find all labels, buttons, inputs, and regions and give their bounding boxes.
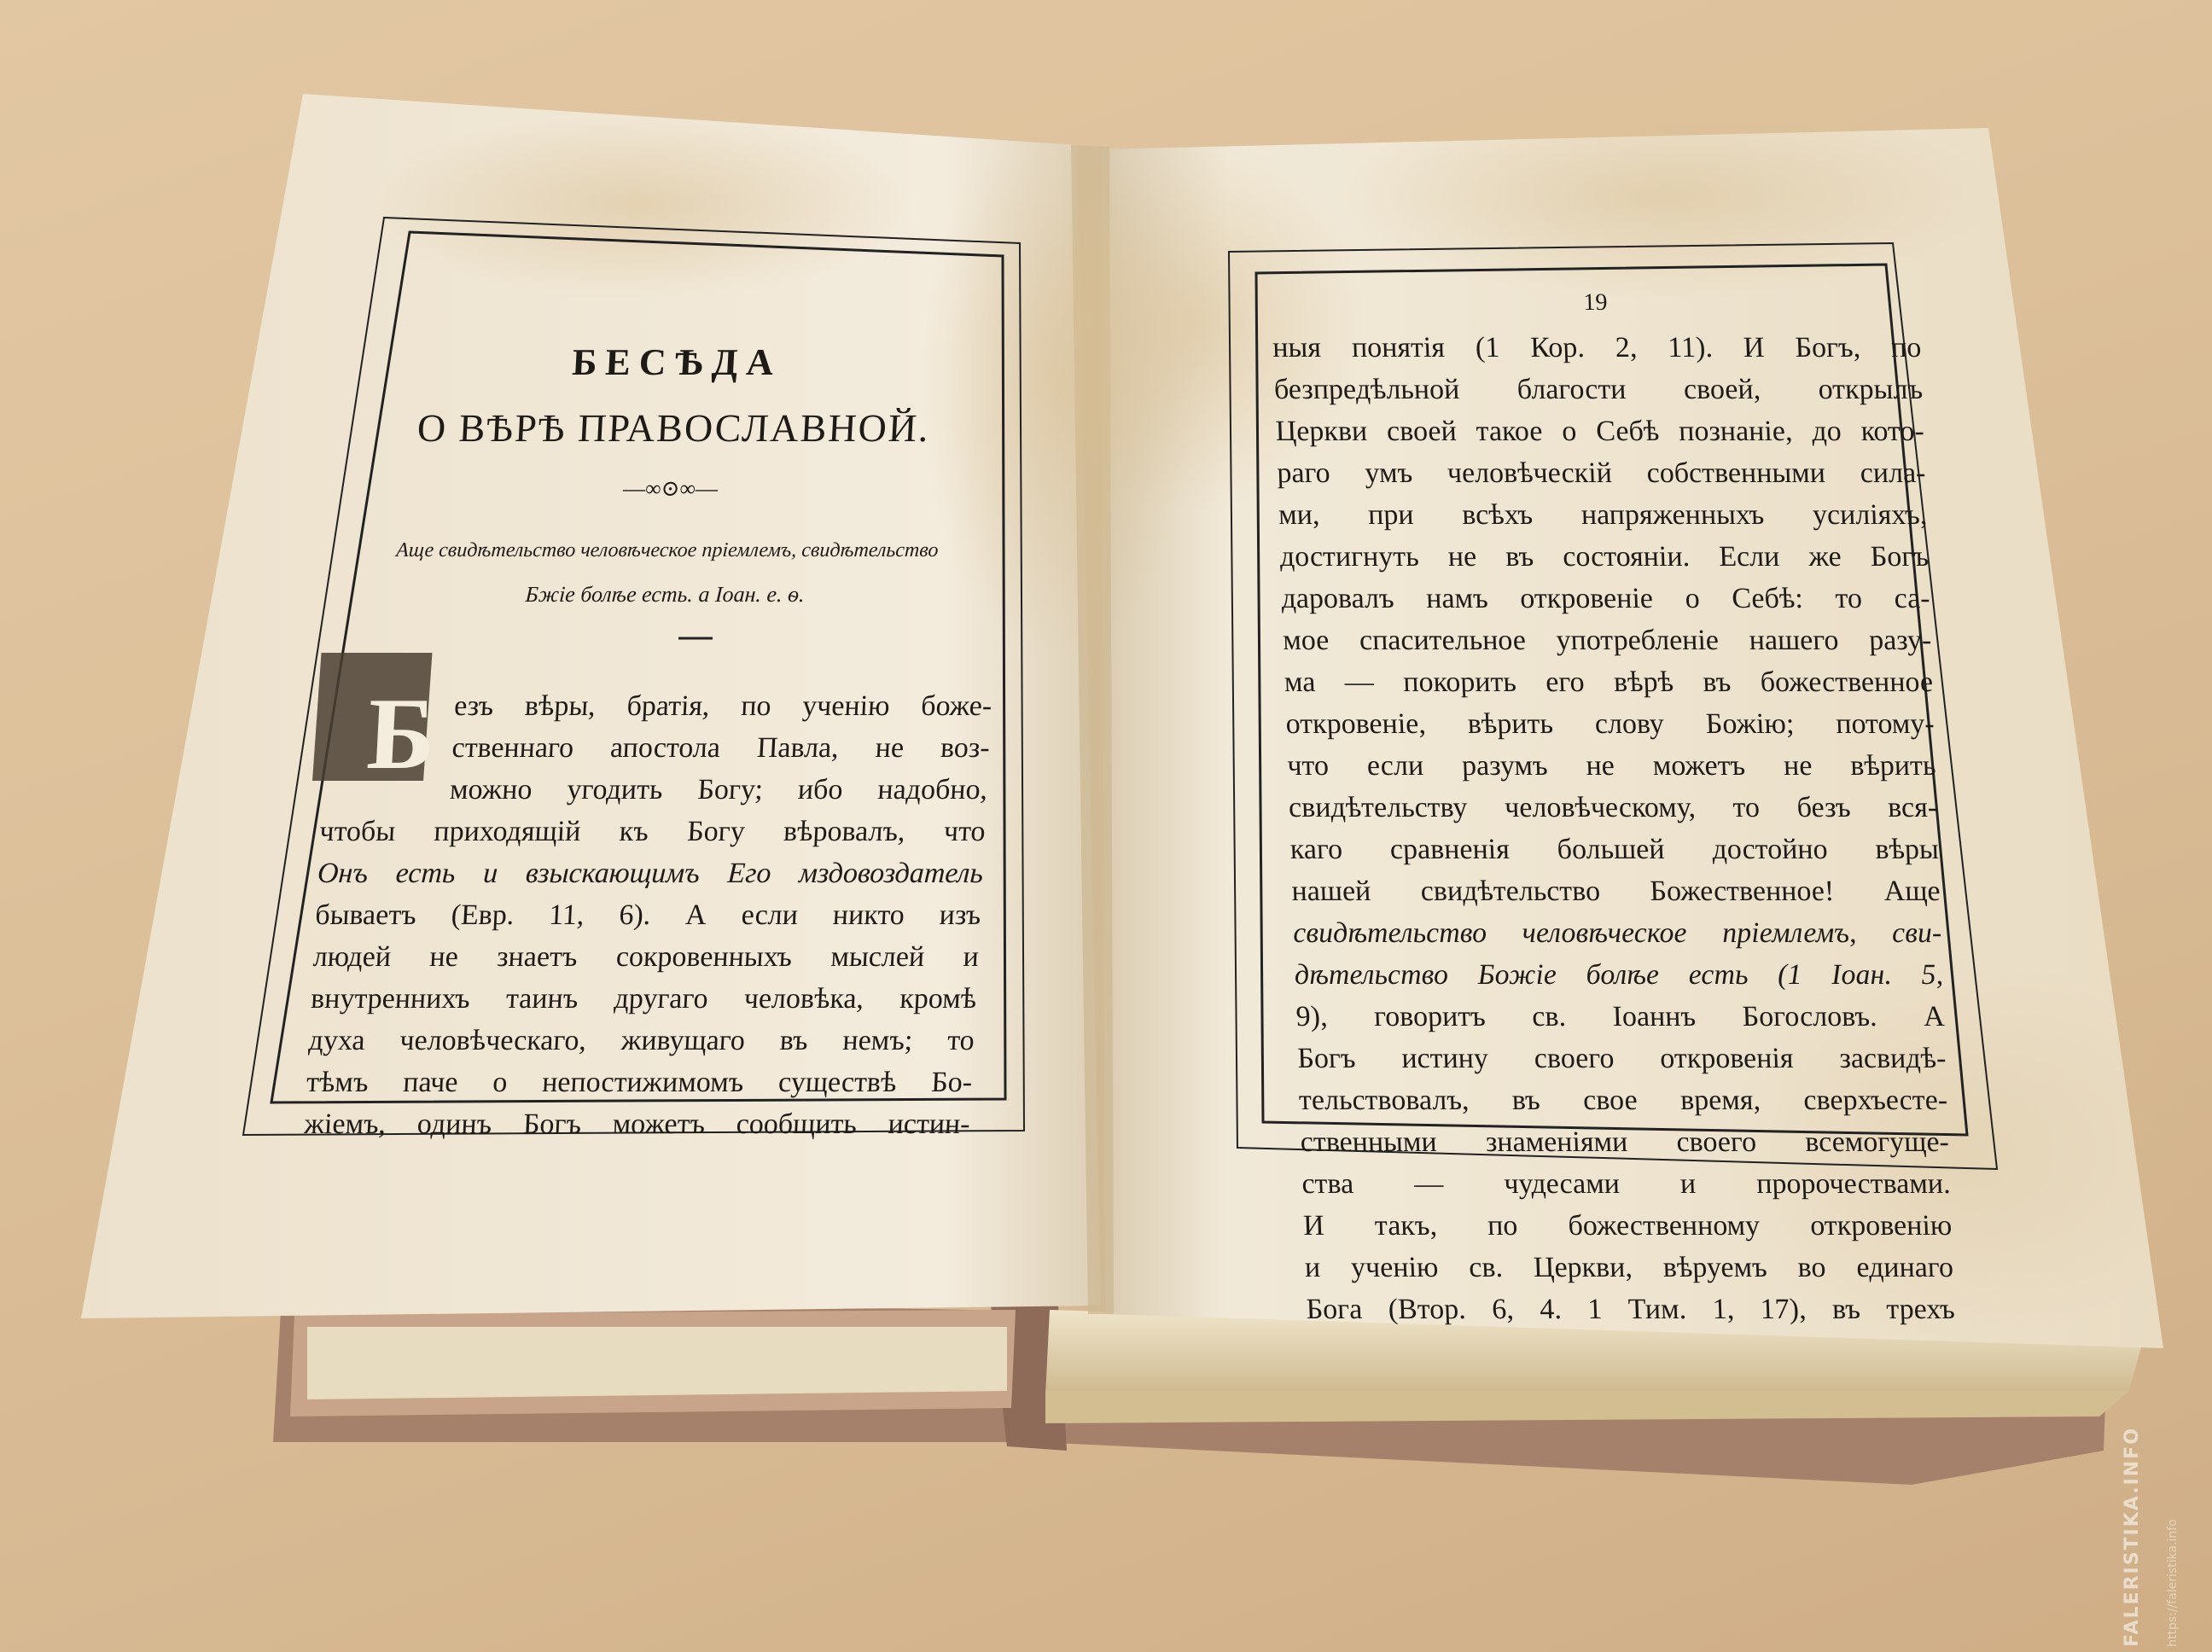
text-line: внутреннихъ таинъ другаго человѣка, кромѣ [310, 983, 978, 1015]
text-line: чтобы приходящій къ Богу вѣровалъ, что [318, 816, 987, 847]
epigraph-line-1: Аще свидѣтельство человѣческое пріемлемъ, свидѣтельство [395, 539, 940, 561]
page-block-left-pages [307, 1327, 1007, 1399]
text-line: Онъ есть и взыскающимъ Его мздовоздатель [317, 858, 984, 889]
text-line: ственнаго апостола Павла, не воз- [451, 732, 991, 764]
text-line: и ученію св. Церкви, вѣруемъ во единаго [1304, 1252, 1954, 1283]
text-line: Бога (Втор. 6, 4. 1 Тим. 1, 17), въ трехъ [1305, 1294, 1956, 1325]
text-line: дѣтельство Божіе болѣе есть (1 Іоан. 5, [1294, 959, 1944, 991]
text-line: безпредѣльной благости своей, открылъ [1273, 374, 1924, 405]
page-number: 19 [1582, 289, 1608, 316]
chapter-subtitle: О ВѢРѢ ПРАВОСЛАВНОЙ. [416, 406, 931, 450]
text-line: ми, при всѣхъ напряженныхъ усиліяхъ, [1278, 499, 1928, 531]
drop-cap: Б [364, 677, 439, 790]
text-line: свидѣтельству человѣческому, то безъ вся- [1288, 792, 1938, 823]
right-body-lines [1272, 327, 1955, 1330]
text-line: свидѣтельство человѣческое пріемлемъ, сви- [1292, 917, 1942, 949]
text-line: мое спасительное употребленіе нашего разу- [1282, 625, 1932, 656]
text-line: что если разумъ не можетъ не вѣрить [1286, 750, 1937, 782]
text-line: бываетъ (Евр. 11, 6). А если никто изъ [314, 899, 982, 931]
text-line: откровеніе, вѣрить слову Божію; потому- [1285, 708, 1936, 740]
text-line: ственными знаменіями своего всемогуще- [1300, 1126, 1950, 1158]
left-page-text [303, 341, 1010, 1145]
text-line: ма — покорить его вѣрѣ въ божественное [1284, 666, 1934, 698]
text-line: Богъ истину своего откровенія засвидѣ- [1296, 1043, 1947, 1074]
text-line: ныя понятія (1 Кор. 2, 11). И Богъ, по [1272, 332, 1922, 364]
text-line: нашей свидѣтельство Божественное! Аще [1290, 875, 1941, 907]
text-line: каго сравненія большей достойно вѣры [1289, 834, 1940, 865]
text-line: езъ вѣры, братія, по ученію боже- [453, 690, 993, 722]
epigraph-line-2: Бжіе болѣе есть. а Іоан. е. ѳ. [524, 582, 806, 607]
text-line: тѣмъ паче о непостижимомъ существѣ Бо- [306, 1067, 974, 1098]
text-line: людей не знаетъ сокровенныхъ мыслей и [311, 941, 980, 973]
watermark-text: FALERISTIKA.INFO [2122, 1427, 2143, 1647]
text-line: ства — чудесами и пророчествами. [1301, 1168, 1952, 1200]
text-line: И такъ, по божественному откровенію [1302, 1210, 1953, 1242]
text-line: жіемъ, одинъ Богъ можетъ сообщить истин- [303, 1108, 971, 1140]
text-line: 9), говоритъ св. Іоаннъ Богословъ. А [1295, 1001, 1946, 1032]
left-body [303, 677, 993, 1145]
text-line: даровалъ намъ откровеніе о Себѣ: то са- [1280, 583, 1931, 614]
text-line: можно угодить Богу; ибо надобно, [449, 774, 989, 806]
text-line: раго умъ человѣческій собственными сила- [1276, 457, 1927, 489]
text-line: Церкви своей такое о Себѣ познаніе, до кото- [1275, 416, 1925, 447]
text-line: тельствовалъ, въ свое время, сверхъесте- [1298, 1085, 1948, 1116]
text-line: духа человѣческаго, живущаго въ немъ; то [307, 1025, 975, 1056]
text-line: достигнуть не въ состояніи. Если же Богъ [1279, 541, 1930, 573]
chapter-title: БЕСѢДА [571, 341, 783, 383]
title-ornament: —∞⊙∞— [622, 476, 719, 501]
right-page-text [1271, 282, 1956, 1330]
watermark-url: https://faleristika.info [2166, 1519, 2180, 1647]
